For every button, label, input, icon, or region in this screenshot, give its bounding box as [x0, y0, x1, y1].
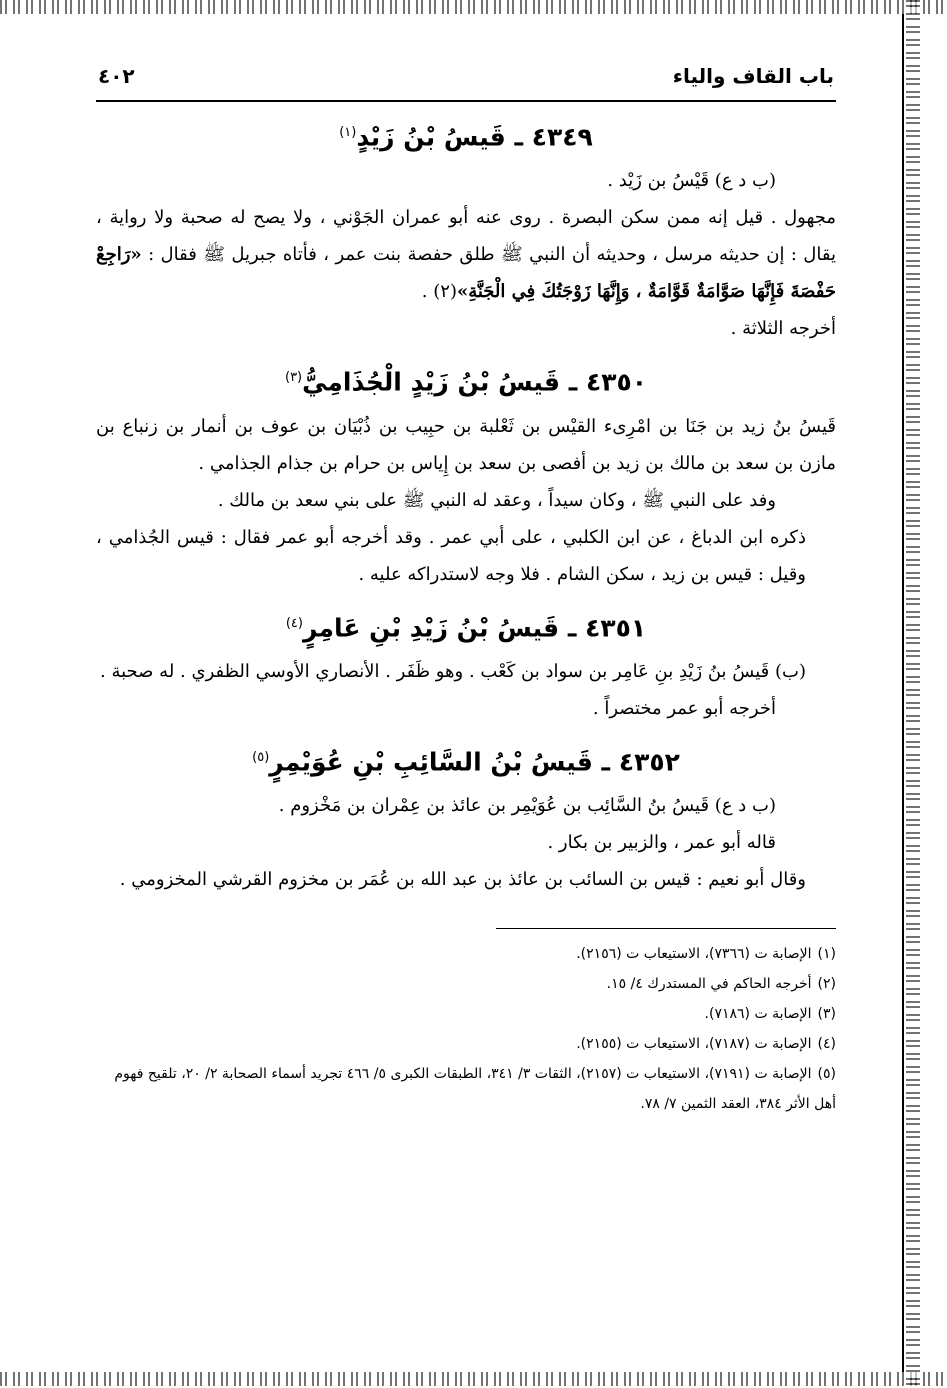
footnote: (٥)الإصابة ت (٧١٩١)، الاستيعاب ت (٢١٥٧)، الثقات ٣/ ٣٤١، الطبقات الكبرى ٥/ ٤٦٦ تجريد أسماء الصحابة ٢/ ٢٠، تلقيح فهوم أهل الأثر ٣٨٤، العقد الثمين ٧/ ٧٨.: [114, 1066, 836, 1113]
chapter-title: باب القاف والياء: [672, 64, 834, 88]
decorative-border-bottom: [0, 1372, 947, 1386]
paragraph: مجهول . قيل إنه ممن سكن البصرة . روى عنه أبو عمران الجَوْني ، ولا يصح له صحبة ولا رواية ، يقال : إن حديثه مرسل ، وحديثه أن النبي ﷺ طلق حفصة بنت عمر ، فأتاه جبريل ﷺ فقال : «رَاجِعْ حَفْصَةَ فَإِنَّهَا صَوَّامَةٌ قَوَّامَةٌ ، وَإِنَّهَا زَوْجَتُكَ فِي الْجَنَّةِ»(٢) .: [96, 207, 836, 303]
decorative-border-top: [0, 0, 947, 14]
footnote: (٤)الإصابة ت (٧١٨٧)، الاستيعاب ت (٢١٥٥).: [576, 1036, 836, 1053]
footnote-ref[interactable]: (٤): [285, 615, 303, 631]
footnote: (١)الإصابة ت (٧٣٦٦)، الاستيعاب ت (٢١٥٦).: [576, 946, 836, 963]
footnote: (٢)أخرجه الحاكم في المستدرك ٤/ ١٥.: [606, 976, 836, 993]
page-number: ٤٠٢: [98, 64, 135, 88]
entry: [96, 116, 836, 347]
running-header: [96, 60, 836, 102]
footnote-ref[interactable]: (١): [339, 125, 357, 140]
entry-title: ٤٣٥٢ ـ قَيسُ بْنُ السَّائِبِ بْنِ عُوَيْمِرٍ$^{(٥)}$: [252, 747, 680, 777]
paragraph: (ب د ع) قَيْسُ بن زَيْد .: [607, 170, 776, 192]
border-rule: [902, 14, 904, 1372]
paragraph: ذكره ابن الدباغ ، عن ابن الكلبي ، على أبي عمر . وقد أخرجه أبو عمر فقال : قيس الجُذامي ، وقيل : قيس بن زيد ، سكن الشام . فلا وجه لاستدراكه عليه .: [96, 526, 806, 585]
paragraph: (ب د ع) قَيسُ بنُ السَّائِب بن عُوَيْمِر بن عائذ بن عِمْران بن مَخْزوم .: [278, 795, 776, 817]
paragraph: أخرجه أبو عمر مختصراً .: [592, 697, 776, 719]
paragraph: أخرجه الثلاثة .: [730, 318, 836, 340]
paragraph: وقال أبو نعيم : قيس بن السائب بن عائذ بن عبد الله بن عُمَر بن مخزوم القرشي المخزومي .: [119, 869, 806, 891]
decorative-border-right: [906, 0, 920, 1388]
footnote-ref[interactable]: (٥): [252, 749, 270, 765]
paragraph: قَيسُ بنُ زيد بن جَنَا بن امْرِىء القيْس بن ثَعْلبة بن حبِيب بن ذُبْيَان بن عوف بن أنمار بن زنباع بن مازن بن سعد بن مالك بن زيد بن أفصى بن سعد بن إِياس بن حرام بن جذام الجذامي .: [96, 415, 836, 474]
footnote-separator: [496, 928, 836, 929]
entry: [96, 741, 836, 898]
page: [96, 60, 836, 1370]
footnote: (٣)الإصابة ت (٧١٨٦).: [704, 1006, 836, 1023]
entry-title: ٤٣٥٠ ـ قَيسُ بْنُ زَيْدٍ الْجُذَامِيُّ$^{(٣)}$: [284, 367, 648, 397]
paragraph: (ب) قَيسُ بنُ زَيْدِ بنِ عَامِر بن سواد بن كَعْب . وهو ظَفَر . الأنصاري الأوسي الظفري . له صحبة .: [100, 660, 806, 682]
paragraph: وفد على النبي ﷺ ، وكان سيداً ، وعقد له النبي ﷺ على بني سعد بن مالك .: [217, 489, 776, 511]
entry-title: ٤٣٥١ ـ قَيسُ بْنُ زَيْدِ بْنِ عَامِرٍ$^{(٤)}$: [285, 612, 647, 642]
entry: [96, 361, 836, 592]
entry: [96, 607, 836, 727]
hadith-quote: «رَاجِعْ حَفْصَةَ فَإِنَّهَا صَوَّامَةٌ قَوَّامَةٌ ، وَإِنَّهَا زَوْجَتُكَ فِي الْجَنَّةِ»: [96, 244, 836, 303]
entry-title: ٤٣٤٩ ـ قَيسُ بْنُ زَيْدٍ$^{(١)}$: [339, 122, 593, 152]
footnotes: [96, 939, 836, 1119]
footnote-ref[interactable]: (٣): [284, 370, 303, 386]
paragraph: قاله أبو عمر ، والزبير بن بكار .: [547, 832, 776, 854]
